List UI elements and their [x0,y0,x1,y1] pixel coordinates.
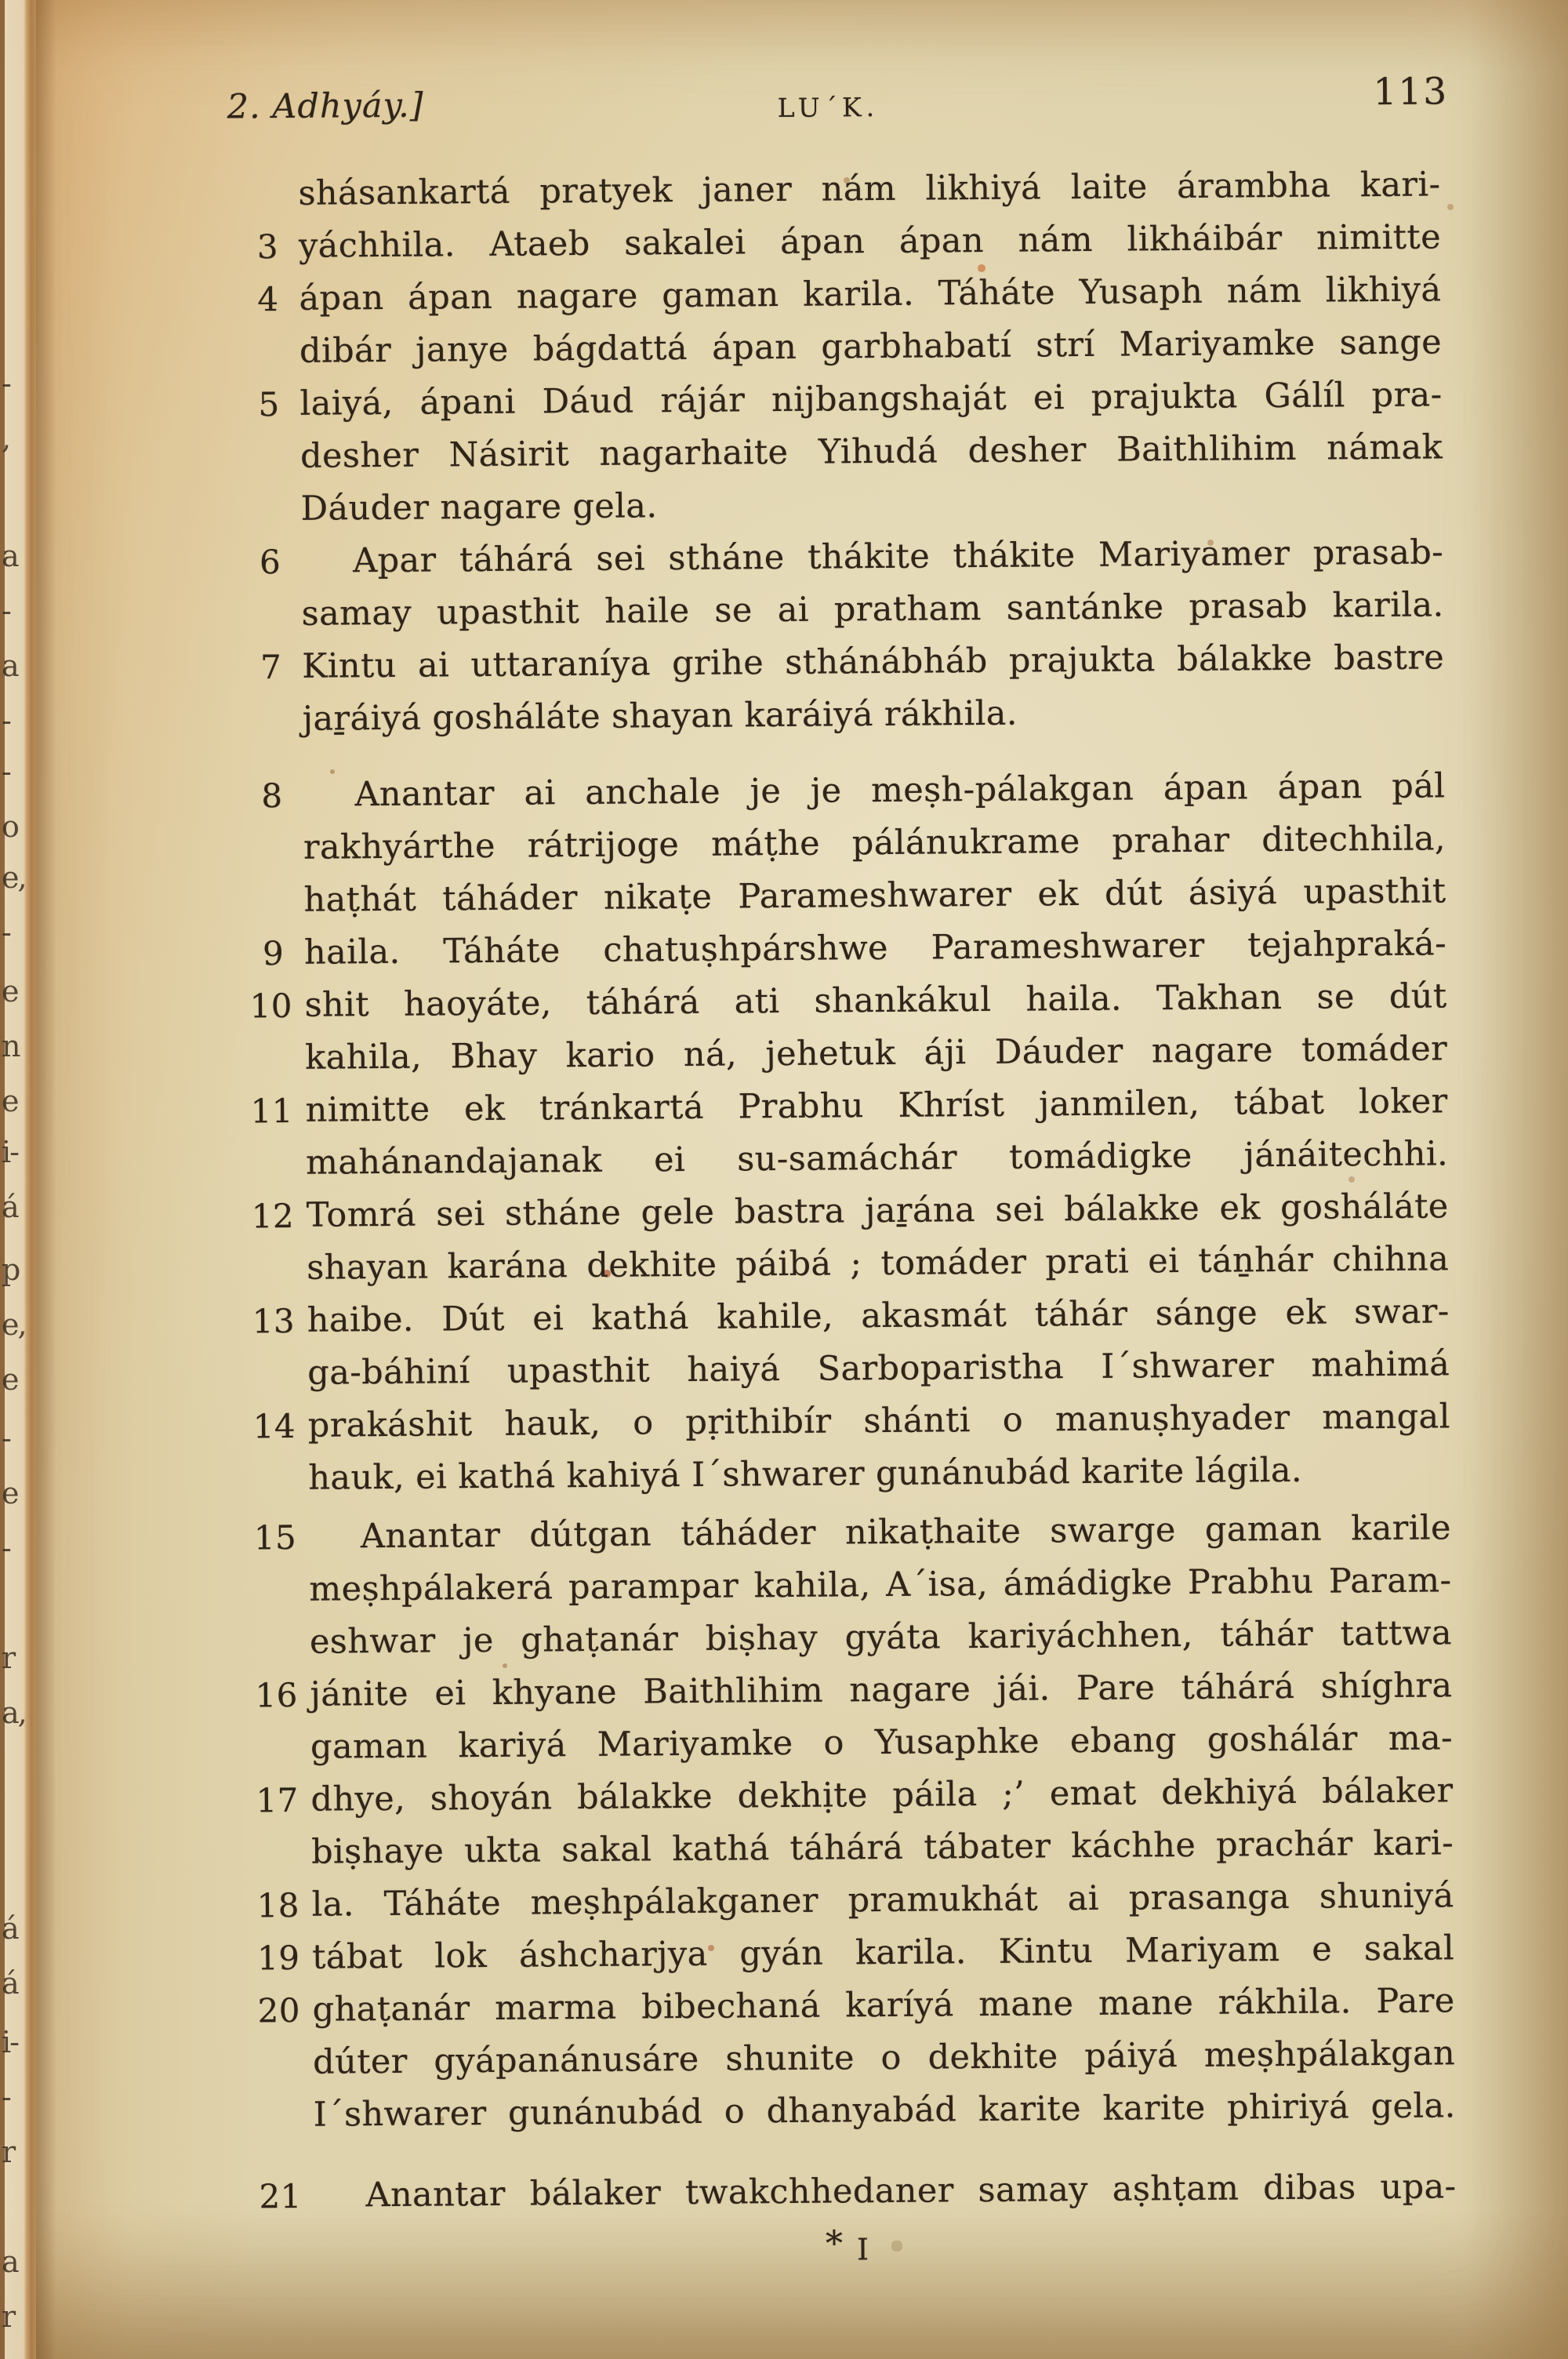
text-line [259,2161,1457,2222]
edge-letter-fragment: , [2,421,10,456]
verse-line-text: haibe. Dút ei kathá kahile, akasmát táhár sánge ek swar- [307,1292,1450,1340]
paper-specks [0,0,3,3]
verse-line-text: Anantar bálaker twakchhedaner samay aṣhṭam dibas upa- [365,2167,1457,2215]
verse-line-text: shayan karána dekhite páibá ; tomáder prati ei táṉhár chihna [307,1239,1450,1288]
verse-line-text: mahánandajanak ei su-samáchár tomádigke jánáitechhi. [305,1134,1449,1183]
verse-line-text: I´shwarer gunánubád o dhanyabád karite karite phiriyá gela. [313,2086,1456,2135]
verse-line-text: kahila, Bhay kario ná, jehetuk áji Dáuder nagare tomáder [304,1029,1448,1078]
edge-letter-fragment: e [2,1362,18,1397]
text-line [252,1390,1450,1452]
edge-letter-fragment: a [2,539,18,573]
verse-number: 11 [250,1091,294,1131]
verse-line-text: shásankartá pratyek janer nám likhiyá laite árambha kari- [298,165,1441,213]
text-line [311,1817,1454,1878]
verse-line-text: prakáshit hauk, o pṛithibír shánti o manuṣhyader mangal [307,1397,1450,1445]
verse-line-text: hauk, ei kathá kahiyá I´shwarer gunánubád karite lágila. [308,1450,1303,1498]
text-line [255,1659,1453,1721]
text-line [251,1180,1449,1241]
edge-letter-fragment: - [2,703,10,738]
text-line [257,1975,1455,2036]
text-line [306,1128,1448,1189]
edge-letter-fragment: i- [2,1135,18,1169]
text-line [256,211,1442,272]
page-number: 113 [1373,70,1449,114]
text-line [262,918,1447,979]
edge-letter-fragment: a [2,649,18,683]
text-line [256,1765,1454,1826]
text-line [250,1075,1448,1136]
verse-number: 10 [249,986,293,1026]
edge-letter-fragment: a, [2,1696,26,1730]
text-line [305,1023,1447,1084]
text-line [260,631,1445,692]
edge-letter-fragment: o [2,809,18,844]
verse-number: 5 [258,385,280,424]
verse-line-text: nimitte ek tránkartá Prabhu Khríst janmilen, tábat loker [305,1081,1448,1130]
edge-letter-fragment: - [2,1531,10,1565]
text-line [249,970,1447,1031]
text-line [298,158,1440,220]
text-line [313,2027,1455,2088]
verse-number: 16 [255,1675,298,1715]
verse-number: 8 [261,776,283,816]
chapter-reference: 2. Adhyáy.] [227,85,424,127]
edge-letter-fragment: - [2,366,10,401]
text-line [300,474,1443,535]
verse-line-text: Apar táhárá sei stháne thákite thákite Mariyamer prasab- [352,533,1444,581]
running-title: LU´K. [777,92,880,124]
edge-letter-fragment: p [2,1252,20,1287]
verse-number: 13 [252,1301,296,1341]
edge-letter-fragment: - [2,1421,10,1456]
edge-letter-fragment: - [2,915,10,950]
text-line [307,1233,1449,1294]
edge-letter-fragment: - [2,754,10,789]
verse-line-text: tábat lok áshcharjya gyán karila. Kintu Mariyam e sakal [311,1928,1455,1977]
verse-number: 4 [257,280,279,319]
verse-line-text: desher Násirit nagarhaite Yihudá desher Baithlihim námak [299,427,1443,476]
text-line [309,1554,1451,1616]
text-line [310,1712,1453,1773]
verse-line-text: Kintu ai uttaraníya grihe sthánábháb prajukta bálakke bastre [302,638,1445,686]
edge-letter-fragment: á [2,1966,18,2001]
text-line [307,1338,1450,1399]
verse-number: 18 [256,1885,300,1925]
verse-line-text: ghaṭanár marma bibechaná karíyá mane mane rákhila. Pare [312,1981,1455,2030]
verse-number: 21 [259,2176,302,2216]
signature-letter: I [856,2232,869,2267]
verse-number: 12 [251,1196,295,1236]
verse-number: 3 [256,227,279,267]
text-line [310,1607,1452,1668]
verse-line-text: biṣhaye ukta sakal kathá táhárá tábater káchhe prachár kari- [310,1823,1454,1872]
edge-letter-fragment: i- [2,2025,18,2059]
verse-line-text: ápan ápan nagare gaman karila. Táháte Yusaph nám likhiyá [299,270,1442,318]
verse-number: 6 [259,543,281,582]
verse-line-text: yáchhila. Ataeb sakalei ápan ápan nám likháibár nimitte [298,217,1442,266]
verse-line-text: Anantar ai anchale je je meṣh-pálakgan ápan ápan pál [354,766,1446,815]
edge-letter-fragment: e, [2,1307,26,1342]
text-line [253,1502,1452,1563]
asterisk-mark: * [825,2223,844,2264]
text-line [313,2080,1455,2141]
edge-letter-fragment: - [2,594,10,628]
edge-letter-fragment: r [2,1641,15,1675]
text-line [300,421,1443,482]
edge-letter-fragment: r [2,2135,15,2169]
verse-line-text: rakhyárthe rátrijoge máṭhe pálánukrame prahar ditechhila, [303,819,1446,867]
verse-number: 15 [253,1518,297,1558]
edge-letter-fragment: e [2,974,18,1009]
verse-line-text: jaṟáiyá gosháláte shayan karáiyá rákhila. [302,693,1018,739]
verse-line-text: dhye, shoyán bálakke dekhịte páila ;’ emat dekhiyá bálaker [310,1771,1454,1819]
verse-number: 17 [256,1780,299,1820]
verse-number: 19 [256,1938,300,1978]
scripture-text [249,158,1457,2222]
text-line [261,760,1446,821]
text-line [303,812,1446,874]
verse-line-text: dúter gyápanánusáre shunite o dekhite páiyá meṣhpálakgan [312,2034,1456,2082]
verse-line-text: ga-báhiní upasthit haiyá Sarboparistha I´shwarer mahimá [307,1344,1450,1393]
verse-number: 14 [252,1406,296,1446]
text-line [256,1922,1455,1983]
verse-line-text: Tomrá sei stháne gele bastra jaṟána sei bálakke ek gosháláte [306,1187,1449,1235]
text-line [302,684,1444,745]
edge-letter-fragment: e, [2,860,26,895]
verse-line-text: meṣhpálakerá parampar kahila, A´isa, ámádigke Prabhu Param- [309,1561,1452,1609]
text-line [308,1443,1450,1504]
verse-line-text: Anantar dútgan táháder nikaṭhaite swarge gaman karile [360,1508,1452,1557]
verse-line-text: dibár janye bágdattá ápan garbhabatí strí Mariyamke sange [299,322,1443,371]
text-line [299,316,1442,377]
text-line [303,865,1446,926]
verse-line-text: samay upasthit haile se ai pratham santánke prasab karila. [301,585,1444,634]
text-line [252,1285,1450,1347]
edge-letter-fragment: - [2,2080,10,2114]
verse-line-text: haila. Táháte chatuṣhpárshwe Parameshwarer tejahpraká- [303,924,1447,972]
text-line [259,526,1444,587]
signature-mark [826,2223,869,2267]
edge-letter-fragment: á [2,1190,18,1224]
edge-letter-fragment: a [2,2245,18,2279]
verse-number: 9 [262,934,285,973]
verse-line-text: la. Táháte meṣhpálakganer pramukhát ai prasanga shuniyá [311,1876,1454,1925]
edge-letter-fragment: e [2,1476,18,1510]
verse-line-text: eshwar je ghaṭanár biṣhay gyáta kariyáchhen, táhár tattwa [309,1613,1453,1662]
verse-number: 20 [257,1990,301,2030]
verse-line-text: Dáuder nagare gela. [300,486,658,529]
verse-line-text: gaman kariyá Mariyamke o Yusaphke ebang goshálár ma- [310,1718,1454,1767]
edge-letter-fragment: e [2,1084,18,1118]
verse-number: 7 [260,648,282,687]
text-line [301,579,1443,640]
edge-letter-fragment: á [2,1911,18,1946]
verse-line-text: laiyá, ápani Dáud rájár nijbangshaját ei prajukta Gálíl pra- [299,375,1443,423]
text-line [256,1870,1454,1931]
text-line [257,264,1442,325]
verse-line-text: shit haoyáte, táhárá ati shankákul haila. Takhan se dút [304,976,1447,1025]
edge-letter-fragment: r [2,2299,15,2334]
edge-letter-fragment: n [2,1029,20,1063]
verse-line-text: haṭhát táháder nikaṭe Parameshwarer ek dút ásiyá upasthit [303,871,1446,920]
text-line [258,369,1443,430]
verse-line-text: jánite ei khyane Baithlihim nagare jái. Pare táhárá shíghra [310,1666,1453,1714]
